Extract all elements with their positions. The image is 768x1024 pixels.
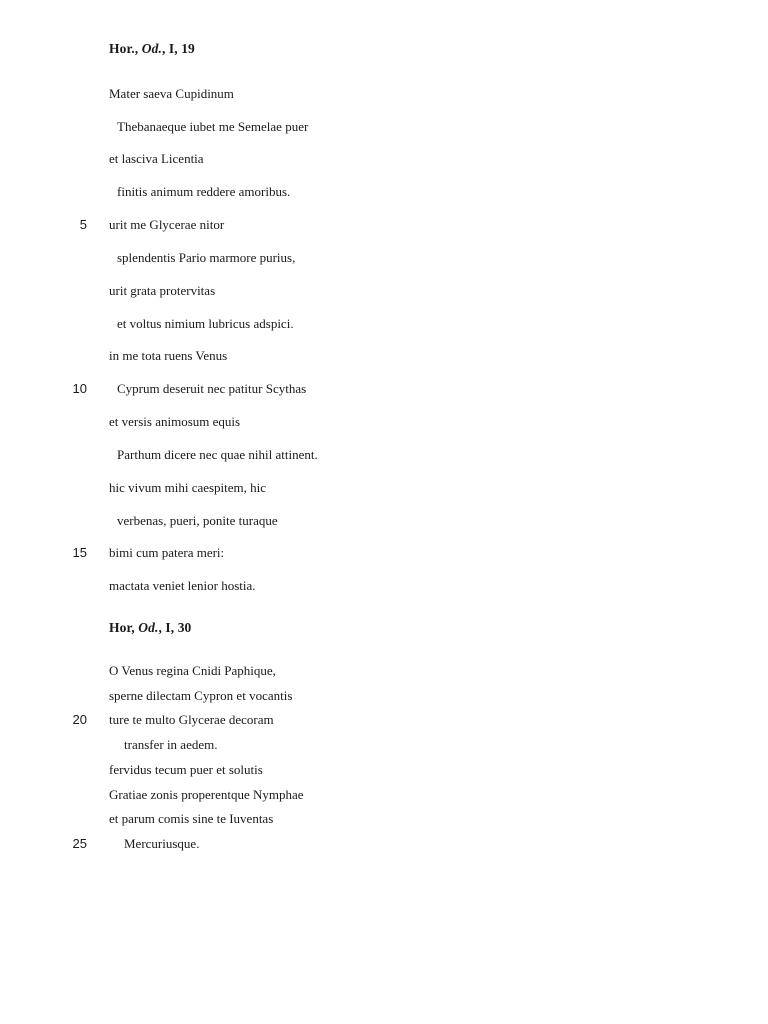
poem1-heading <box>109 41 195 57</box>
line-number-10: 10 <box>72 381 87 396</box>
poem1-line-16: mactata veniet lenior hostia. <box>109 578 256 593</box>
poem2-line-7: et parum comis sine te Iuventas <box>109 811 274 826</box>
poem2-heading-author: Hor, <box>109 620 135 635</box>
poem1-heading-ref: , I, 19 <box>161 41 195 56</box>
poem1-line-12: Parthum dicere nec quae nihil attinent. <box>117 447 318 462</box>
line-number-5: 5 <box>79 217 87 232</box>
line-number-25: 25 <box>72 836 87 851</box>
poem2-line-8: Mercuriusque. <box>124 836 200 851</box>
poem1-line-2: Thebanaeque iubet me Semelae puer <box>117 119 309 134</box>
poem1-line-1: Mater saeva Cupidinum <box>109 86 234 101</box>
poem1-heading-work: Od. <box>141 41 162 56</box>
poem1-line-6: splendentis Pario marmore purius, <box>117 250 296 265</box>
poem2-line-4: transfer in aedem. <box>124 737 218 752</box>
poem2-line-2: sperne dilectam Cypron et vocantis <box>109 688 293 703</box>
poem1-line-9: in me tota ruens Venus <box>109 348 228 363</box>
poem2-line-5: fervidus tecum puer et solutis <box>109 762 263 777</box>
poem2-line-1: O Venus regina Cnidi Paphique, <box>109 663 276 678</box>
poem2-heading-ref: , I, 30 <box>158 620 192 635</box>
poem1-line-8: et voltus nimium lubricus adspici. <box>117 316 294 331</box>
poem1-line-13: hic vivum mihi caespitem, hic <box>109 480 267 495</box>
poem1-heading-author: Hor., <box>109 41 139 56</box>
poem1-line-5: urit me Glycerae nitor <box>109 217 225 232</box>
line-number-20: 20 <box>72 712 87 727</box>
poem1-line-10: Cyprum deseruit nec patitur Scythas <box>117 381 307 396</box>
line-number-15: 15 <box>72 545 87 560</box>
poem1-line-4: finitis animum reddere amoribus. <box>117 184 291 199</box>
poem2-line-6: Gratiae zonis properentque Nymphae <box>109 787 304 802</box>
poem2-heading <box>109 620 191 636</box>
poem1-line-15: bimi cum patera meri: <box>109 545 225 560</box>
poem2-line-3: ture te multo Glycerae decoram <box>109 712 274 727</box>
poem1-line-11: et versis animosum equis <box>109 414 241 429</box>
poem2-heading-work: Od. <box>138 620 159 635</box>
poem1-line-7: urit grata protervitas <box>109 283 216 298</box>
poem1-line-3: et lasciva Licentia <box>109 151 204 166</box>
poem1-line-14: verbenas, pueri, ponite turaque <box>117 513 278 528</box>
